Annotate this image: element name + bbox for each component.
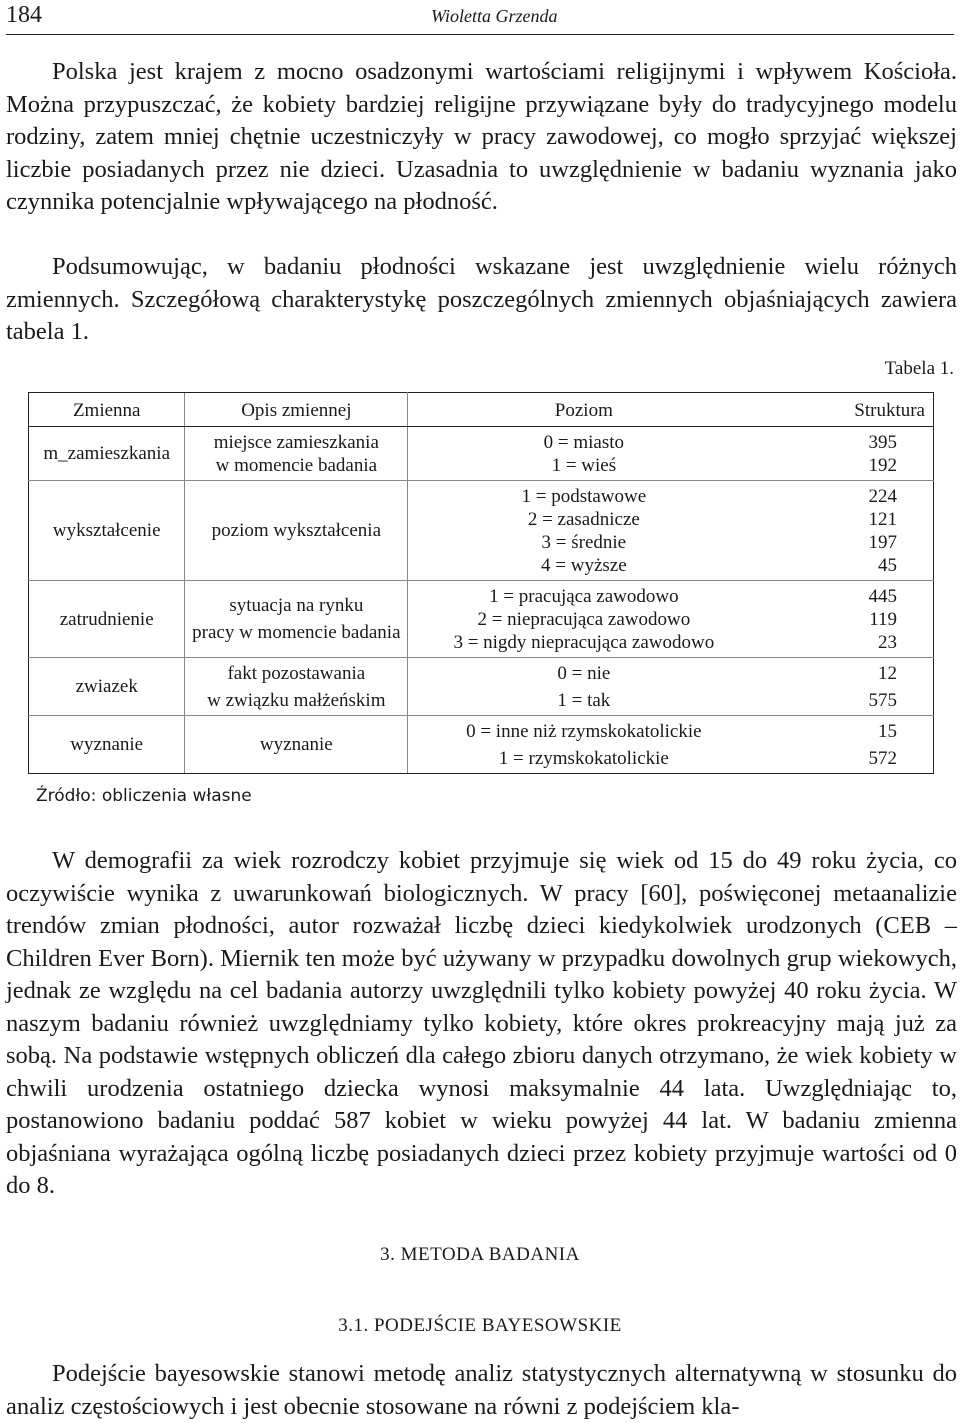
description-line: w momencie badania: [215, 455, 378, 476]
count-value: 23: [878, 632, 897, 653]
description-line: fakt pozostawania: [227, 663, 366, 684]
level-line: 0 = inne niż rzymskokatolickie: [466, 721, 702, 742]
description-line: sytuacja na rynku: [229, 595, 364, 616]
level-line: 1 = pracująca zawodowo: [489, 586, 679, 607]
count-value: 15: [878, 721, 897, 742]
cell-description: [185, 658, 408, 716]
count-value: 224: [868, 486, 897, 507]
count-value: 192: [868, 455, 897, 476]
cell-variable: m_zamieszkania: [29, 427, 185, 481]
paragraph-bayesian: Podejście bayesowskie stanowi metodę analiz statystycznych alternatywną w stosunku do analiz częstościowych i jest obecnie stosowane na równi z podejściem kla-: [6, 1360, 957, 1420]
count-value: 121: [868, 509, 897, 530]
level-line: 2 = zasadnicze: [527, 509, 640, 530]
count-value: 119: [869, 609, 897, 630]
section-heading: 3. METODA BADANIA: [380, 1244, 580, 1265]
cell-levels: [408, 658, 760, 716]
level-line: 4 = wyższe: [541, 555, 627, 576]
count-value: 395: [868, 432, 897, 453]
description-line: pracy w momencie badania: [192, 622, 401, 643]
page-header: [6, 0, 954, 35]
paragraph-summary: Podsumowując, w badaniu płodności wskazane jest uwzględnienie wielu różnych zmiennych. Szczegółową charakterystykę poszczególnych zmiennych objaśniających zawiera tabela 1.: [6, 253, 957, 345]
table-header-row: [29, 393, 934, 427]
running-head: Wioletta Grzenda: [431, 6, 558, 26]
cell-counts: [759, 427, 933, 481]
cell-variable: zwiazek: [29, 658, 185, 716]
page-number: 184: [6, 2, 42, 28]
cell-levels: [408, 581, 760, 658]
count-value: 572: [868, 748, 897, 769]
level-line: 0 = miasto: [543, 432, 625, 453]
table-row: [29, 716, 934, 774]
level-line: 1 = wieś: [551, 455, 617, 476]
level-line: 2 = niepracująca zawodowo: [477, 609, 691, 630]
header-opis: Opis zmiennej: [185, 393, 408, 427]
table-caption: Tabela 1.: [884, 358, 954, 379]
cell-variable: zatrudnienie: [29, 581, 185, 658]
variables-table: [28, 392, 934, 774]
table-row: [29, 658, 934, 716]
paragraph-religion: Polska jest krajem z mocno osadzonymi wartościami religijnymi i wpływem Kościoła. Można przypuszczać, że kobiety bardziej religijne przywiązane były do tradycyjnego modelu rodziny, zatem mniej chętnie uczestniczyły w pracy zawodowej, co mogło sprzyjać większej liczbie posiadanych przez nie dzieci. Uzasadnia to uwzględnienie w badaniu wyznania jako czynnika potencjalnie wpływającego na płodność.: [6, 58, 957, 215]
level-line: 3 = średnie: [541, 532, 627, 553]
paragraph-demography: W demografii za wiek rozrodczy kobiet przyjmuje się wiek od 15 do 49 roku życia, co oczywiście wynika z uwarunkowań biologicznych. W pracy [60], poświęconej metaanalizie trendów zmian płodności, autor rozważał liczbę dzieci kiedykolwiek urodzonych (CEB – Children Ever Born). Miernik ten może być używany w przypadku dowolnych grup wiekowych, jednak ze względu na cel badania autorzy uwzględnili tylko kobiety powyżej 40 roku życia. W naszym badaniu również uwzględniamy tylko kobiety, które okres prokreacyjny mają już za sobą. Na podstawie wstępnych obliczeń dla całego zbioru danych otrzymano, że wiek kobiety w chwili urodzenia ostatniego dziecka wynosi maksymalnie 44 lata. Uwzględniając to, postanowiono badaniu poddać 587 kobiet w wieku powyżej 44 lat. W badaniu zmienna objaśniana wyrażająca ogólną liczbę posiadanych dzieci przez kobiety przyjmuje wartości od 0 do 8.: [6, 847, 957, 1199]
cell-counts: [759, 716, 933, 774]
subsection-heading: 3.1. PODEJŚCIE BAYESOWSKIE: [338, 1315, 622, 1336]
count-value: 445: [868, 586, 897, 607]
table-row: [29, 581, 934, 658]
cell-counts: [759, 658, 933, 716]
level-line: 0 = nie: [557, 663, 611, 684]
table-row: [29, 427, 934, 481]
table-source: Źródło: obliczenia własne: [36, 786, 252, 806]
cell-levels: [408, 716, 760, 774]
level-line: 1 = podstawowe: [521, 486, 647, 507]
level-line: 3 = nigdy niepracująca zawodowo: [453, 632, 715, 653]
header-struktura: Struktura: [759, 393, 933, 427]
cell-description: [185, 581, 408, 658]
cell-description: wyznanie: [185, 716, 408, 774]
level-line: 1 = tak: [557, 690, 611, 711]
count-value: 197: [868, 532, 897, 553]
cell-levels: [408, 481, 760, 581]
header-poziom: Poziom: [408, 393, 760, 427]
header-zmienna: Zmienna: [29, 393, 185, 427]
cell-description: [185, 427, 408, 481]
level-line: 1 = rzymskokatolickie: [498, 748, 669, 769]
count-value: 575: [868, 690, 897, 711]
description-line: miejsce zamieszkania: [213, 432, 379, 453]
description-line: w związku małżeńskim: [207, 690, 386, 711]
cell-description: poziom wykształcenia: [185, 481, 408, 581]
cell-levels: [408, 427, 760, 481]
count-value: 12: [878, 663, 897, 684]
count-value: 45: [878, 555, 897, 576]
cell-variable: wyznanie: [29, 716, 185, 774]
cell-counts: [759, 481, 933, 581]
cell-variable: wykształcenie: [29, 481, 185, 581]
table-row: [29, 481, 934, 581]
cell-counts: [759, 581, 933, 658]
